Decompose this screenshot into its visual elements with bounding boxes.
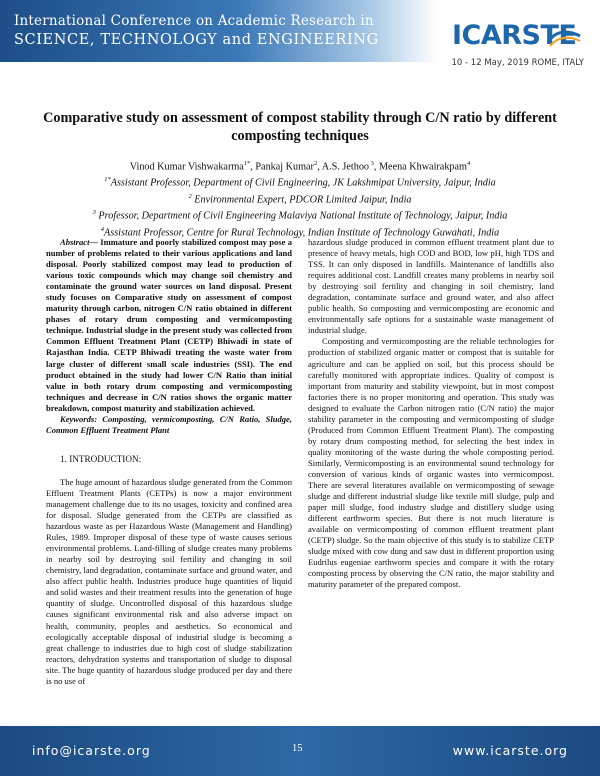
left-column [46, 237, 292, 687]
conference-date-location: 10 - 12 May, 2019 ROME, ITALY [451, 58, 584, 68]
header-banner [0, 0, 436, 62]
affiliation-sup: 1* [104, 176, 111, 184]
logo-swoosh-icon [546, 26, 582, 48]
title-line: composting techniques [231, 127, 369, 144]
affiliation [40, 190, 560, 206]
icarste-logo [452, 20, 584, 52]
abstract [46, 237, 292, 414]
affiliation-sup: 2 [188, 192, 192, 200]
author-sup: 4 [466, 160, 471, 167]
author-sep: , [373, 161, 379, 173]
affiliation [40, 206, 560, 222]
body-paragraph: The huge amount of hazardous sludge generated from the Common Effluent Treatment Plants (CETPs) is now a major environment management challenge due to its no usages, toxicity and confined area for disposal. Sludge generated from the CETPs are classified as hazardous waste as per Hazardous Waste (Management and Handling) Rules, 1989. Improper disposal of these type of waste causes serious environmental problems. Land-filling of sludge creates many problems in nearby soil by destroying soil fertility and changing in soil chemistry, land degradation, contaminate surface and ground water, and also affect public health. Industries produce huge quantities of liquid and solid wastes and their treatment results into the generation of huge quantity of sludge. Uncontrolled disposal of this hazardous sludge causes significant environmental risk and also adverse impact on health, community, peoples and aesthetics. So economical and ecologically acceptable disposal of industrial sludge is becoming a great challenge to industries due to high cost of sludge stabilization reactors, dehydration systems and transportation of sludge to disposal site. The huge quantity of hazardous sludge produced per day and there is no use of [46, 476, 292, 686]
author-name: Pankaj Kumar [255, 161, 314, 173]
body-paragraph: hazardous sludge produced in common effluent treatment plant due to presence of heavy metals, high COD and BOD, low pH, high TDS and TSS. It can only disposed in landfills. Maintenance of landfills also requires additional cost. Landfill creates many problems in nearby soil by destroying soil fertility and changing in soil chemistry, land degradation, contaminate surface and ground water, and also affect public health. So composting and vermicomposting are economic and environmentally safe options for a sustainable waste management of industrial sludge. [308, 237, 554, 336]
affiliation-text: Assistant Professor, Department of Civil Engineering, JK Lakshmipat University, Jaipur, India [110, 177, 496, 189]
author-sup: 3 [369, 160, 374, 167]
author-list [40, 157, 560, 173]
affiliation-text: Environmental Expert, PDCOR Limited Jaipur, India [191, 194, 412, 206]
logo-text: ICARSTE [452, 20, 577, 51]
abstract-label: Abstract [60, 237, 90, 247]
conference-name-line1: International Conference on Academic Research in [14, 13, 374, 29]
conference-header [0, 0, 600, 80]
affiliation-sup: 3 [92, 209, 96, 217]
keywords: Keywords: Composting, vermicomposting, C/N Ratio, Sludge, Common Effluent Treatment Plant [46, 413, 292, 435]
abstract-text: — Immature and poorly stabilized compost may pose a number of problems related to their various applications and land disposal. Poorly stabilized compost may lead to production of various toxic compounds which may change soil chemistry and contaminate the ground water sources on land disposal. Present study focuses on Comparative study on assessment of compost maturity through carbon, nitrogen C/N ratio obtained in different phases of rotary drum composting and vermicomposting technique. Industrial sludge in the present study was collected from Common Effluent Treatment Plant (CETP) Bhiwadi in state of Rajasthan India. CETP Bhiwadi treating the waste water from large cluster of different small scale industries (SSI). The end product obtained in the study had lower C/N Ratio than initial value in both rotary drum composting and vermicomposting techniques and decrease in C/N ratios shows the organic matter breakdown, compost maturity and stabilization achieved. [46, 237, 292, 413]
author-name: Vinod Kumar Vishwakarma [129, 161, 244, 173]
affiliation [40, 173, 560, 189]
section-heading-introduction: 1. INTRODUCTION: [60, 453, 142, 464]
conference-name-line2: SCIENCE, TECHNOLOGY and ENGINEERING [14, 32, 379, 48]
paper-title [40, 110, 560, 145]
affiliation-text: Assistant Professor, Centre for Rural Technology, Indian Institute of Technology Guwahati, India [104, 226, 500, 238]
affiliation-sup: 4 [100, 225, 104, 233]
author-name: Meena Khwairakpam [378, 161, 467, 173]
footer-email[interactable]: info@icarste.org [32, 743, 151, 758]
author-sep: , [250, 161, 256, 173]
author-sup: 1* [243, 160, 251, 167]
right-column [308, 237, 554, 591]
author-block [40, 157, 560, 239]
page-number: 15 [292, 743, 303, 754]
author-sup: 2 [313, 160, 318, 167]
conference-footer [0, 726, 600, 776]
title-line: Comparative study on assessment of compost stability through C/N ratio by different [43, 110, 557, 126]
author-sep: , [317, 161, 322, 173]
affiliation-text: Professor, Department of Civil Engineering Malaviya National Institute of Technology, Jaipur, India [95, 210, 508, 222]
footer-website[interactable]: www.icarste.org [452, 743, 568, 758]
body-paragraph: Composting and vermicomposting are the reliable technologies for production of stabilized organic matter or compost that is suitable for agriculture and can be applied on soil, but this process should be carefully monitored with appropriate indices. Quality of compost is important from maturity and stability viewpoint, but in most compost factories there is no proper monitoring and operation. This study was designed to evaluate the Carbon nitrogen ratio (C/N ratio) the major stability parameter in the composting and vermicomposting of sludge (Produced from Common Effluent Treatment Plant). The composting by rotary drum composting method, for selecting the best index in quality monitoring of the waste during the whole composting period. Similarly, Vermicomposting is an environmental sound technology for conversion of various kinds of organic wastes into vermicompost. There are several literatures available on vermicomposting of sewage sludge and different industrial sludge like textile mill sludge, pulp and paper mill sludge, food industry sludge and distillery sludge using different earthworm species. But there is not much literature is available on vermicomposting of common effluent treatment plant (CETP) sludge. So the main objective of this study is to stabilize CETP sludge mixed with cow dung and saw dust in different proportion using Eudrilus eugeniae earthworm species and compare it with the rotary composting process by observing the C/N ratio, the major stability and maturity parameter of the prepared compost. [308, 336, 554, 590]
author-name: A.S. Jethoo [321, 161, 370, 173]
